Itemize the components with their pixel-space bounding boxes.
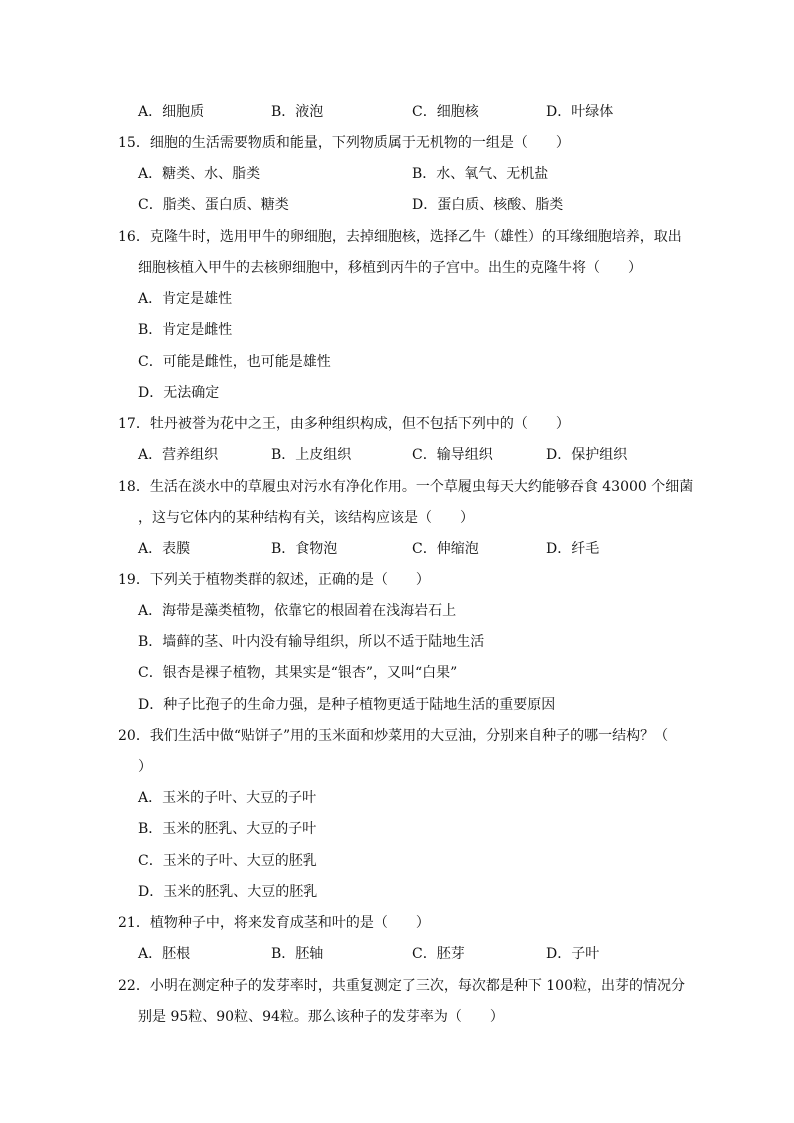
q15-option-d: D．蛋白质、核酸、脂类 [412, 197, 564, 213]
q18-stem-line-2: ，这与它体内的某种结构有关，该结构应该是（ ） [138, 510, 474, 526]
q17-option-a: A．营养组织 [138, 447, 219, 463]
q18-option-b: B．食物泡 [271, 541, 338, 557]
q18-option-d: D．纤毛 [546, 541, 600, 557]
q19-stem: 19．下列关于植物类群的叙述，正确的是（ ） [118, 572, 430, 588]
q20-option-c: C．玉米的子叶、大豆的胚乳 [138, 853, 317, 869]
q14-option-c: C．细胞核 [412, 104, 479, 120]
q17-option-d: D．保护组织 [546, 447, 628, 463]
q14-option-b: B．液泡 [271, 104, 324, 120]
q20-stem-line-2: ） [138, 759, 152, 775]
q19-option-b: B．墙藓的茎、叶内没有输导组织，所以不适于陆地生活 [138, 634, 485, 650]
q17-stem: 17．牡丹被誉为花中之王，由多种组织构成，但不包括下列中的（ ） [118, 416, 570, 432]
q17-option-c: C．输导组织 [412, 447, 493, 463]
q16-stem-line-2: 细胞核植入甲牛的去核卵细胞中，移植到丙牛的子宫中。出生的克隆牛将（ ） [138, 260, 642, 276]
q20-option-b: B．玉米的胚乳、大豆的子叶 [138, 821, 317, 837]
q14-option-a: A．细胞质 [138, 104, 205, 120]
q16-option-b: B．肯定是雌性 [138, 322, 233, 338]
q22-stem-line-2: 别是 95粒、90粒、94粒。那么该种子的发芽率为（ ） [138, 1009, 504, 1025]
q20-option-a: A．玉米的子叶、大豆的子叶 [138, 790, 317, 806]
q18-stem-line-1: 18．生活在淡水中的草履虫对污水有净化作用。一个草履虫每天大约能够吞食 43000 个细菌 [118, 479, 694, 495]
q16-stem-line-1: 16．克隆牛时，选用甲牛的卵细胞，去掉细胞核，选择乙牛（雄性）的耳缘细胞培养，取出 [118, 229, 682, 245]
q16-option-d: D．无法确定 [138, 385, 220, 401]
q20-stem-line-1: 20．我们生活中做“贴饼子”用的玉米面和炒菜用的大豆油，分别来自种子的哪一结构？（ [118, 728, 669, 744]
q18-option-c: C．伸缩泡 [412, 541, 479, 557]
q21-option-a: A．胚根 [138, 946, 191, 962]
q19-option-c: C．银杏是裸子植物，其果实是“银杏”，又叫“白果” [138, 665, 458, 681]
q19-option-a: A．海带是藻类植物，依靠它的根固着在浅海岩石上 [138, 603, 457, 619]
q15-option-b: B．水、氧气、无机盐 [412, 166, 549, 182]
q22-stem-line-1: 22．小明在测定种子的发芽率时，共重复测定了三次，每次都是种下 100粒，出芽的情况分 [118, 978, 685, 994]
q20-option-d: D．玉米的胚乳、大豆的胚乳 [138, 884, 318, 900]
q19-option-d: D．种子比孢子的生命力强，是种子植物更适于陆地生活的重要原因 [138, 697, 556, 713]
q16-option-c: C．可能是雌性，也可能是雄性 [138, 354, 331, 370]
q21-option-c: C．胚芽 [412, 946, 465, 962]
q15-stem: 15．细胞的生活需要物质和能量，下列物质属于无机物的一组是（ ） [118, 135, 570, 151]
q18-option-a: A．表膜 [138, 541, 191, 557]
q15-option-a: A．糖类、水、脂类 [138, 166, 261, 182]
q15-option-c: C．脂类、蛋白质、糖类 [138, 197, 289, 213]
q14-option-d: D．叶绿体 [546, 104, 614, 120]
q16-option-a: A．肯定是雄性 [138, 291, 233, 307]
q17-option-b: B．上皮组织 [271, 447, 352, 463]
q21-option-b: B．胚轴 [271, 946, 324, 962]
q21-stem: 21．植物种子中，将来发育成茎和叶的是（ ） [118, 915, 430, 931]
q21-option-d: D．子叶 [546, 946, 600, 962]
